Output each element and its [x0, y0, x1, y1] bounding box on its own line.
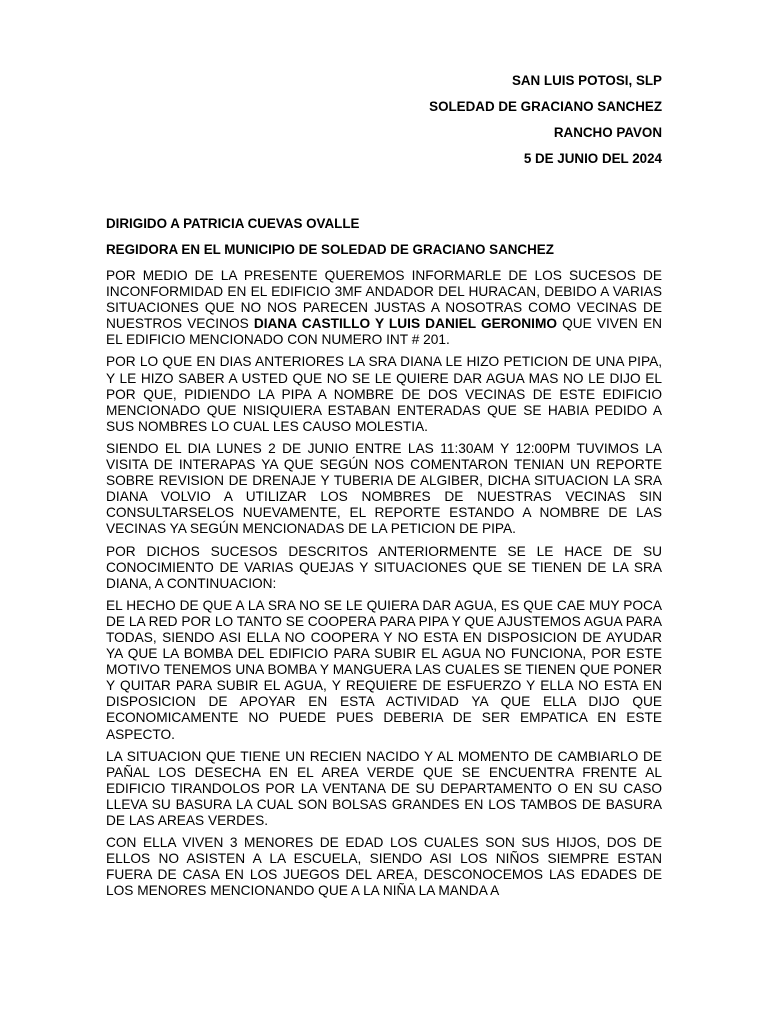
paragraph-intro-text: POR MEDIO DE LA PRESENTE QUEREMOS INFORMARLE DE LOS SUCESOS DE INCONFORMIDAD EN EL EDIFICIO 3MF ANDADOR DEL HURACAN, DEBIDO A VARIAS SITUACIONES QUE NO NOS PARECEN JUSTAS A NOSOTRAS COMO VECINAS DE NUESTROS VECINOS: [106, 268, 662, 332]
neighbor-names: DIANA CASTILLO Y LUIS DANIEL GERONIMO: [253, 316, 558, 332]
letter-body: [106, 216, 662, 905]
header-city: SAN LUIS POTOSI, SLP: [511, 73, 662, 88]
paragraph-intro-end: QUE VIVEN EN EL EDIFICIO MENCIONADO CON NUMERO INT # 201.: [106, 316, 662, 348]
paragraph-intro: [106, 268, 662, 348]
letter-header: [106, 68, 662, 172]
paragraph-diapers: LA SITUACION QUE TIENE UN RECIEN NACIDO Y AL MOMENTO DE CAMBIARLO DE PAÑAL LOS DESECHA EN EL AREA VERDE QUE SE ENCUENTRA FRENTE AL EDIFICIO TIRANDOLOS POR LA VENTANA DE SU DEPARTAMENTO O EN SU CASO LLEVA SU BASURA LA CUAL SON BOLSAS GRANDES EN LOS TAMBOS DE BASURA DE LAS AREAS VERDES.: [106, 748, 662, 828]
header-date: 5 DE JUNIO DEL 2024: [523, 151, 662, 166]
header-neighborhood: RANCHO PAVON: [553, 125, 662, 140]
addressee-title: REGIDORA EN EL MUNICIPIO DE SOLEDAD DE GRACIANO SANCHEZ: [106, 242, 554, 257]
paragraph-water-request: POR LO QUE EN DIAS ANTERIORES LA SRA DIANA LE HIZO PETICION DE UNA PIPA, Y LE HIZO SABER A USTED QUE NO SE LE QUIERE DAR AGUA MAS NO LE DIJO EL POR QUE, PIDIENDO LA PIPA A NOMBRE DE DOS VECINAS DE ESTE EDIFICIO MENCIONADO QUE NISIQUIERA ESTABAN ENTERADAS QUE SE HABIA PEDIDO A SUS NOMBRES LO CUAL LES CAUSO MOLESTIA.: [106, 354, 662, 434]
paragraph-children: CON ELLA VIVEN 3 MENORES DE EDAD LOS CUALES SON SUS HIJOS, DOS DE ELLOS NO ASISTEN A LA ESCUELA, SIENDO ASI LOS NIÑOS SIEMPRE ESTAN FUERA DE CASA EN LOS JUEGOS DEL AREA, DESCONOCEMOS LAS EDADES DE LOS MENORES MENCIONANDO QUE A LA NIÑA LA MANDA A: [106, 835, 662, 899]
addressee-name: DIRIGIDO A PATRICIA CUEVAS OVALLE: [106, 216, 360, 231]
paragraph-interapas-visit: SIENDO EL DIA LUNES 2 DE JUNIO ENTRE LAS 11:30AM Y 12:00PM TUVIMOS LA VISITA DE INTERAPAS YA QUE SEGÚN NOS COMENTARON TENIAN UN REPORTE SOBRE REVISION DE DRENAJE Y TUBERIA DE ALGIBER, DICHA SITUACION LA SRA DIANA VOLVIO A UTILIZAR LOS NOMBRES DE NUESTRAS VECINAS SIN CONSULTARSELOS NUEVAMENTE, EL REPORTE ESTANDO A NOMBRE DE LAS VECINAS YA SEGÚN MENCIONADAS DE LA PETICION DE PIPA.: [106, 440, 662, 537]
paragraph-water-issue: EL HECHO DE QUE A LA SRA NO SE LE QUIERA DAR AGUA, ES QUE CAE MUY POCA DE LA RED POR LO TANTO SE COOPERA PARA PIPA Y QUE AJUSTEMOS AGUA PARA TODAS, SIENDO ASI ELLA NO COOPERA Y NO ESTA EN DISPOSICION DE AYUDAR YA QUE LA BOMBA DEL EDIFICIO PARA SUBIR EL AGUA NO FUNCIONA, POR ESTE MOTIVO TENEMOS UNA BOMBA Y MANGUERA LAS CUALES SE TIENEN QUE PONER Y QUITAR PARA SUBIR EL AGUA, Y REQUIERE DE ESFUERZO Y ELLA NO ESTA EN DISPOSICION DE APOYAR EN ESTA ACTIVIDAD YA QUE ELLA DIJO QUE ECONOMICAMENTE NO PUEDE PUES DEBERIA DE SER EMPATICA EN ESTE ASPECTO.: [106, 597, 662, 742]
header-municipality: SOLEDAD DE GRACIANO SANCHEZ: [429, 99, 662, 114]
paragraph-complaints-intro: POR DICHOS SUCESOS DESCRITOS ANTERIORMENTE SE LE HACE DE SU CONOCIMIENTO DE VARIAS QUEJAS Y SITUACIONES QUE SE TIENEN DE LA SRA DIANA, A CONTINUACION:: [106, 543, 662, 591]
